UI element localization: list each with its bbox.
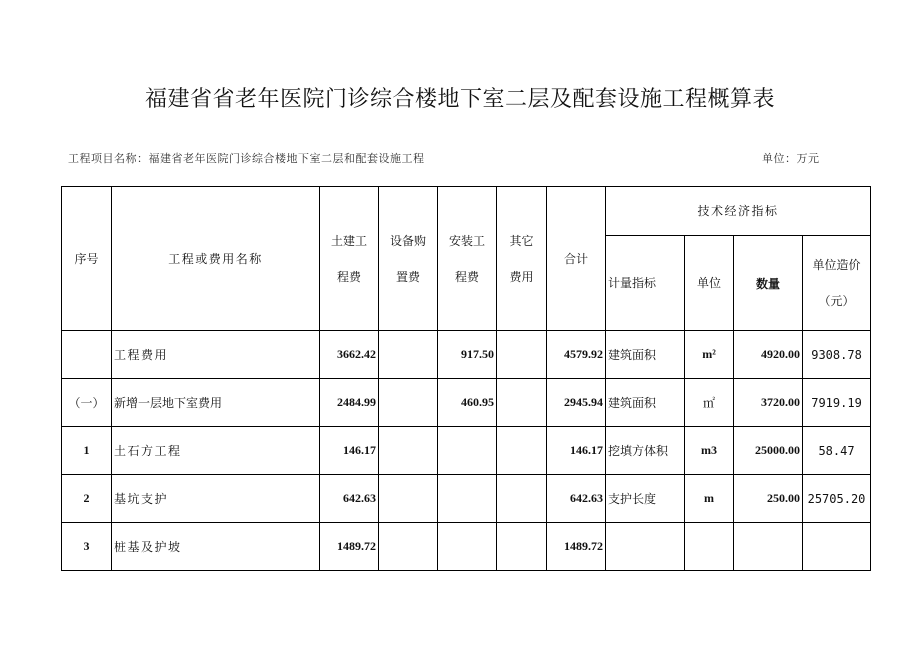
row-unit-cost: 9308.78 — [803, 331, 871, 379]
header-unit: 单位 — [685, 236, 734, 331]
header-equipment-line1: 设备购 — [389, 233, 426, 248]
row-unit: ㎡ — [685, 379, 734, 427]
table-row — [62, 475, 871, 523]
row-civil-cost: 2484.99 — [320, 379, 379, 427]
currency-unit-label: 单位：万元 — [762, 152, 820, 165]
row-unit-cost: 7919.19 — [803, 379, 871, 427]
row-unit-cost: 25705.20 — [803, 475, 871, 523]
row-equipment-cost — [379, 523, 438, 571]
row-install-cost: 460.95 — [438, 379, 497, 427]
header-quantity: 数量 — [734, 236, 803, 331]
row-seq: （一） — [62, 379, 112, 427]
header-unit-cost-line1: 单位造价 — [812, 258, 861, 272]
header-install-line2: 程费 — [454, 269, 479, 284]
header-install-line1: 安装工 — [448, 233, 485, 248]
row-quantity: 3720.00 — [734, 379, 803, 427]
header-civil-line2: 程费 — [336, 269, 361, 284]
row-other-cost — [497, 475, 547, 523]
row-item-name: 土石方工程 — [112, 427, 320, 475]
row-item-name: 桩基及护坡 — [112, 523, 320, 571]
row-install-cost — [438, 475, 497, 523]
header-other-line1: 其它 — [509, 233, 534, 248]
table-row — [62, 523, 871, 571]
header-equipment-cost — [379, 187, 438, 331]
row-unit: m — [685, 475, 734, 523]
row-total: 146.17 — [547, 427, 606, 475]
row-seq: 2 — [62, 475, 112, 523]
row-total: 4579.92 — [547, 331, 606, 379]
row-total: 1489.72 — [547, 523, 606, 571]
row-install-cost — [438, 523, 497, 571]
row-item-name: 新增一层地下室费用 — [112, 379, 320, 427]
row-quantity: 250.00 — [734, 475, 803, 523]
table-row — [62, 379, 871, 427]
row-civil-cost: 642.63 — [320, 475, 379, 523]
row-total: 642.63 — [547, 475, 606, 523]
document-title: 福建省省老年医院门诊综合楼地下室二层及配套设施工程概算表 — [144, 87, 775, 112]
row-unit-cost: 58.47 — [803, 427, 871, 475]
header-equipment-line2: 置费 — [395, 269, 420, 284]
header-total: 合计 — [547, 187, 606, 331]
header-civil-line1: 土建工 — [330, 233, 367, 248]
header-tech-indicators: 技术经济指标 — [606, 187, 871, 236]
row-metric: 挖填方体积 — [606, 427, 685, 475]
row-other-cost — [497, 331, 547, 379]
row-metric: 建筑面积 — [606, 331, 685, 379]
row-equipment-cost — [379, 475, 438, 523]
header-metric: 计量指标 — [606, 236, 685, 331]
row-equipment-cost — [379, 379, 438, 427]
row-metric: 支护长度 — [606, 475, 685, 523]
header-other-cost — [497, 187, 547, 331]
row-other-cost — [497, 427, 547, 475]
header-row-top — [62, 187, 871, 236]
table-row — [62, 331, 871, 379]
project-name-label: 工程项目名称：福建省老年医院门诊综合楼地下室二层和配套设施工程 — [68, 152, 425, 165]
row-install-cost: 917.50 — [438, 331, 497, 379]
row-civil-cost: 146.17 — [320, 427, 379, 475]
row-equipment-cost — [379, 427, 438, 475]
row-seq: 3 — [62, 523, 112, 571]
row-unit-cost — [803, 523, 871, 571]
row-install-cost — [438, 427, 497, 475]
row-seq — [62, 331, 112, 379]
row-metric — [606, 523, 685, 571]
header-seq: 序号 — [62, 187, 112, 331]
header-other-line2: 费用 — [509, 269, 534, 284]
row-unit — [685, 523, 734, 571]
row-unit: m3 — [685, 427, 734, 475]
row-total: 2945.94 — [547, 379, 606, 427]
budget-table — [61, 186, 871, 571]
table-row — [62, 427, 871, 475]
row-other-cost — [497, 523, 547, 571]
row-item-name: 基坑支护 — [112, 475, 320, 523]
header-unit-cost-line2: （元） — [818, 294, 855, 308]
row-item-name: 工程费用 — [112, 331, 320, 379]
row-quantity — [734, 523, 803, 571]
row-other-cost — [497, 379, 547, 427]
header-install-cost — [438, 187, 497, 331]
row-quantity: 4920.00 — [734, 331, 803, 379]
row-equipment-cost — [379, 331, 438, 379]
header-unit-cost — [803, 236, 871, 331]
header-civil-cost — [320, 187, 379, 331]
row-civil-cost: 1489.72 — [320, 523, 379, 571]
header-item-name: 工程或费用名称 — [112, 187, 320, 331]
row-unit: m² — [685, 331, 734, 379]
row-seq: 1 — [62, 427, 112, 475]
row-quantity: 25000.00 — [734, 427, 803, 475]
row-civil-cost: 3662.42 — [320, 331, 379, 379]
row-metric: 建筑面积 — [606, 379, 685, 427]
